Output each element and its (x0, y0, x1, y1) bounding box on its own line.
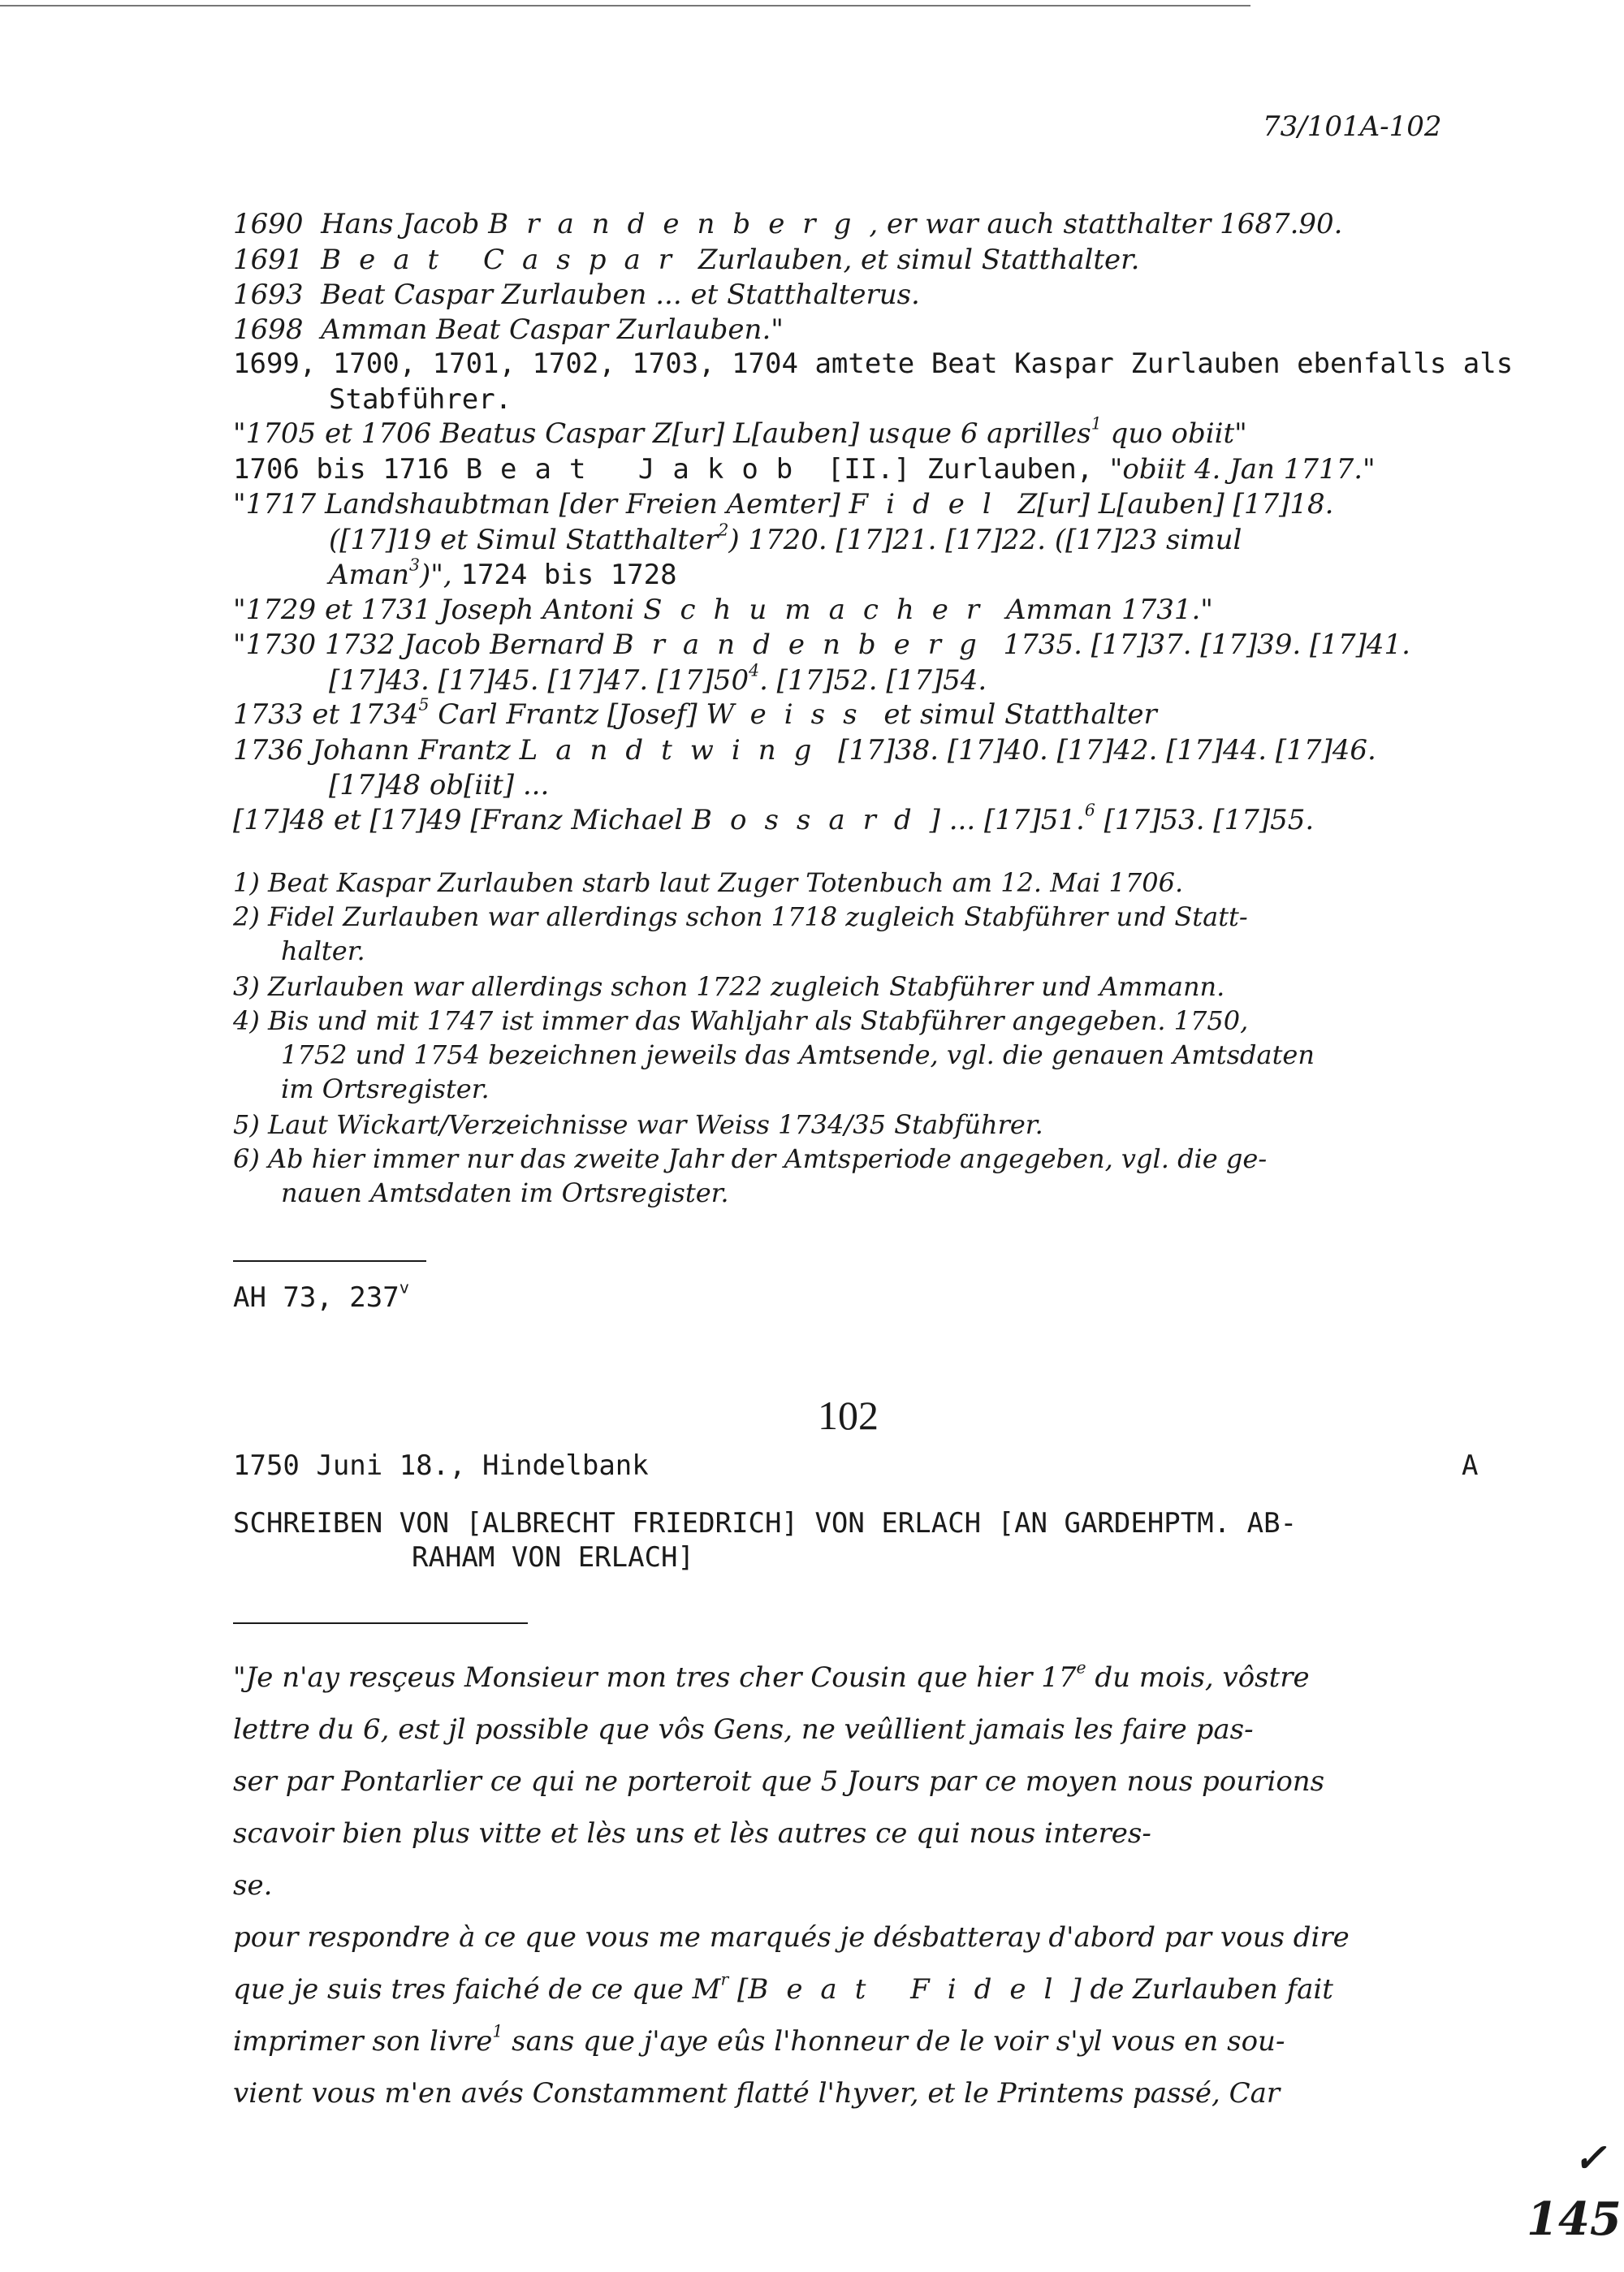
check-mark-icon: ✓ (1574, 2136, 1607, 2181)
document-marker: A (1462, 1449, 1479, 1482)
spaced-name: Bossard (692, 804, 930, 836)
footnote-2-cont: halter. (281, 935, 365, 966)
chronicle-line-1699: 1699, 1700, 1701, 1702, 1703, 1704 amtete Beat Kaspar Zurlauben ebenfalls als (233, 348, 1514, 380)
spaced-name: Brandenberg (613, 628, 995, 661)
footnote-3: 3) Zurlauben war allerdings schon 1722 zugleich Stabführer und Ammann. (233, 971, 1225, 1002)
footnote-4-cont-1: 1752 und 1754 bezeichnen jeweils das Amtsende, vgl. die genauen Amtsdaten (281, 1039, 1315, 1070)
letter-line-8: imprimer son livre$^1$ sans que j'aye eûs l'honneur de le voir s'yl vous en sou- (233, 2021, 1285, 2058)
chronicle-line-1717: "1717 Landshaubtman [der Freien Aemter] Fidel Z[ur] L[auben] [17]18. (233, 488, 1334, 520)
letter-line-7: que je suis tres faiché de ce que $M^r$ [Beat Fidel] de Zurlauben fait (233, 1969, 1333, 2006)
chronicle-line-1748-obiit: [17]48 ob[iit] ... (329, 769, 550, 801)
footnote-1: 1) Beat Kaspar Zurlauben starb laut Zuger Totenbuch am 12. Mai 1706. (233, 867, 1184, 898)
chronicle-line-1724: Aman$^3$)", 1724 bis 1728 (329, 555, 677, 591)
footnote-ref-2: 2 (718, 520, 729, 540)
chronicle-line-1690: 1690 Hans Jacob Brandenberg, er war auch statthalter 1687.90. (233, 208, 1343, 240)
document-reference: 73/101A-102 (1263, 110, 1442, 143)
chronicle-line-1705: "1705 et 1706 Beatus Caspar Z[ur] L[auben] usque 6 aprilles$^1$ quo obiit" (233, 413, 1247, 450)
footnote-4: 4) Bis und mit 1747 ist immer das Wahljahr als Stabführer angegeben. 1750, (233, 1005, 1249, 1036)
year: 1698 (233, 313, 304, 346)
footnote-2: 2) Fidel Zurlauben war allerdings schon 1718 zugleich Stabführer und Statt- (233, 901, 1248, 932)
letter-line-6: pour respondre à ce que vous me marqués je désbatteray d'abord par vous dire (233, 1921, 1350, 1954)
footnote-ref-3: 3 (408, 555, 420, 575)
scan-top-edge (0, 5, 1250, 6)
chronicle-line-1691: 1691 Beat Caspar Zurlauben, et simul Statthalter. (233, 244, 1140, 276)
divider-rule (233, 1622, 528, 1624)
letter-line-3: ser par Pontarlier ce qui ne porteroit que 5 Jours par ce moyen nous pourions (233, 1765, 1325, 1798)
chronicle-line-1693: 1693 Beat Caspar Zurlauben ... et Statthalterus. (233, 279, 920, 311)
footnote-6: 6) Ab hier immer nur das zweite Jahr der Amtsperiode angegeben, vgl. die ge- (233, 1143, 1268, 1174)
footnote-4-cont-2: im Ortsregister. (281, 1073, 490, 1104)
document-title: SCHREIBEN VON [ALBRECHT FRIEDRICH] VON ERLACH [AN GARDEHPTM. AB- (233, 1507, 1298, 1540)
year: 1691 (233, 244, 304, 276)
document-date-place: 1750 Juni 18., Hindelbank (233, 1449, 649, 1482)
footnote-6-cont: nauen Amtsdaten im Ortsregister. (281, 1177, 729, 1208)
chronicle-line-1730: "1730 1732 Jacob Bernard Brandenberg 1735. [17]37. [17]39. [17]41. (233, 628, 1410, 661)
divider-rule (233, 1260, 426, 1262)
chronicle-line-1748-1749: [17]48 et [17]49 [Franz Michael Bossard] ... [17]51.$^6$ [17]53. [17]55. (233, 800, 1315, 836)
chronicle-line-stabfuehrer: Stabführer. (329, 383, 512, 416)
spaced-name: Weiss (706, 698, 875, 731)
footnote-5: 5) Laut Wickart/Verzeichnisse war Weiss 1734/35 Stabführer. (233, 1109, 1043, 1140)
letter-line-2: lettre du 6, est jl possible que vôs Gens, ne veûllient jamais les faire pas- (233, 1713, 1254, 1746)
letter-line-5: se. (233, 1869, 273, 1902)
spaced-name: Beat Caspar (321, 244, 690, 276)
chronicle-line-1729: "1729 et 1731 Joseph Antoni Schumacher Amman 1731." (233, 594, 1213, 626)
spaced-name: Brandenberg (488, 208, 870, 240)
year: 1693 (233, 279, 304, 311)
letter-line-9: vient vous m'en avés Constamment flatté l'hyver, et le Printems passé, Car (233, 2077, 1281, 2110)
footnote-ref-1: 1 (1091, 413, 1102, 434)
spaced-name: Fidel (849, 488, 1009, 520)
spaced-name: Landtwing (519, 734, 830, 767)
handwritten-page-number: 145 (1527, 2192, 1622, 2246)
year: 1690 (233, 208, 304, 240)
spaced-name: Beat Fidel (748, 1973, 1071, 2006)
footnote-ref-6: 6 (1084, 800, 1095, 820)
chronicle-line-1706: 1706 bis 1716 Beat Jakob [II.] Zurlauben, "obiit 4. Jan 1717." (233, 453, 1376, 486)
chronicle-line-1719: ([17]19 et Simul Statthalter$^2$) 1720. [17]21. [17]22. ([17]23 simul (329, 520, 1242, 556)
spaced-name: Beat Jakob (465, 453, 811, 486)
document-title-cont: RAHAM VON ERLACH] (412, 1541, 694, 1574)
letter-line-1: "Je n'ay resçeus Monsieur mon tres cher Cousin que hier 17e du mois, vôstre (233, 1657, 1310, 1694)
spaced-name: Schumacher (643, 594, 998, 626)
chronicle-line-1736: 1736 Johann Frantz Landtwing [17]38. [17]40. [17]42. [17]44. [17]46. (233, 734, 1376, 767)
footnote-ref-5: 5 (418, 694, 430, 715)
chronicle-line-1743: [17]43. [17]45. [17]47. $[17]50^4$. [17]52. [17]54. (329, 660, 987, 697)
letter-line-4: scavoir bien plus vitte et lès uns et lès autres ce qui nous interes- (233, 1817, 1151, 1850)
footnote-ref-4: 4 (749, 660, 760, 680)
chronicle-line-1733: 1733 et 1734$^5$ Carl Frantz [Josef] Weiss et simul Statthalter (233, 694, 1157, 731)
source-citation: AH 73, 237$^v$ (233, 1277, 409, 1314)
document-number: 102 (818, 1393, 879, 1438)
chronicle-line-1698: 1698 Amman Beat Caspar Zurlauben." (233, 313, 784, 346)
